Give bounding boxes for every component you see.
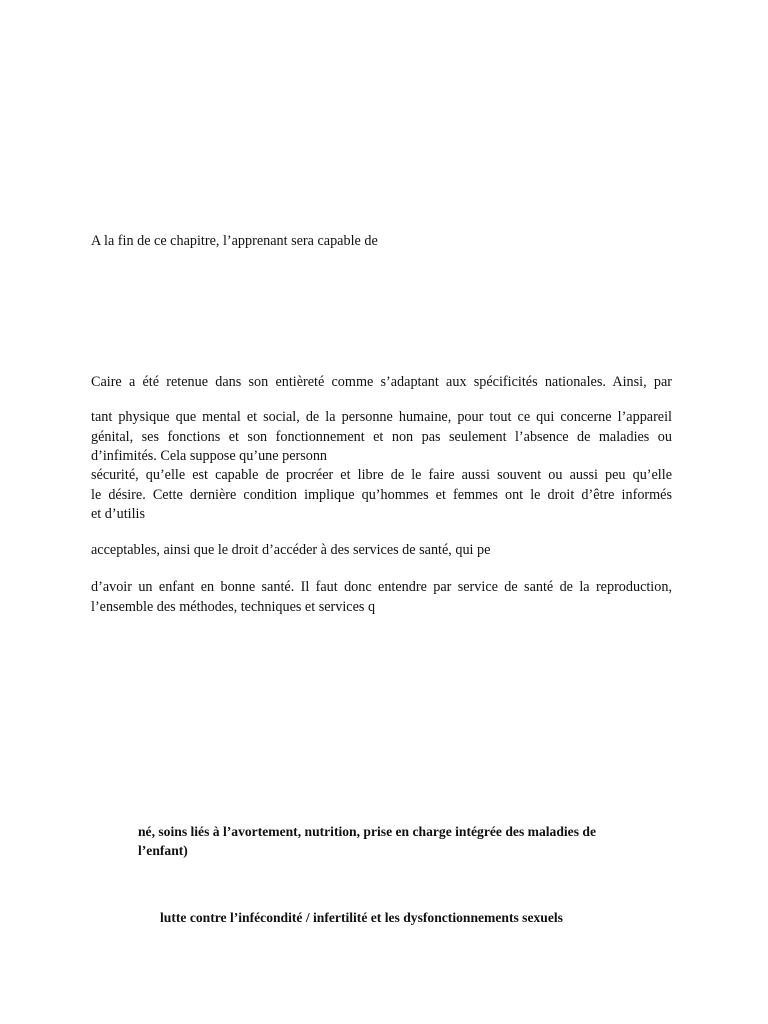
paragraph-line: d’infimités. Cela suppose qu’une personn (91, 448, 328, 464)
paragraph-line: Caire a été retenue dans son entièreté comme s’adaptant aux spécificités nationales. Ainsi, par (91, 374, 672, 390)
paragraph-line: tant physique que mental et social, de la personne humaine, pour tout ce qui concerne l’appareil (91, 409, 672, 425)
paragraph-line: sécurité, qu’elle est capable de procréer et libre de le faire aussi souvent ou aussi peu qu’elle (91, 467, 672, 483)
paragraph-line: acceptables, ainsi que le droit d’accéder à des services de santé, qui pe (91, 542, 491, 558)
bold-list-line: l’enfant) (138, 843, 188, 858)
paragraph-line: l’ensemble des méthodes, techniques et services q (91, 599, 376, 615)
bold-list-line: né, soins liés à l’avortement, nutrition, prise en charge intégrée des maladies de (138, 824, 596, 839)
paragraph-line: d’avoir un enfant en bonne santé. Il faut donc entendre par service de santé de la reproduction, (91, 579, 672, 595)
intro-line: A la fin de ce chapitre, l’apprenant sera capable de (91, 233, 378, 249)
bold-list-line: lutte contre l’infécondité / infertilité et les dysfonctionnements sexuels (160, 910, 563, 925)
paragraph-line: le désire. Cette dernière condition implique qu’hommes et femmes ont le droit d’être informés (91, 487, 672, 503)
paragraph-line: génital, ses fonctions et son fonctionnement et non pas seulement l’absence de maladies ou (91, 429, 672, 445)
paragraph-line: et d’utilis (91, 506, 145, 522)
